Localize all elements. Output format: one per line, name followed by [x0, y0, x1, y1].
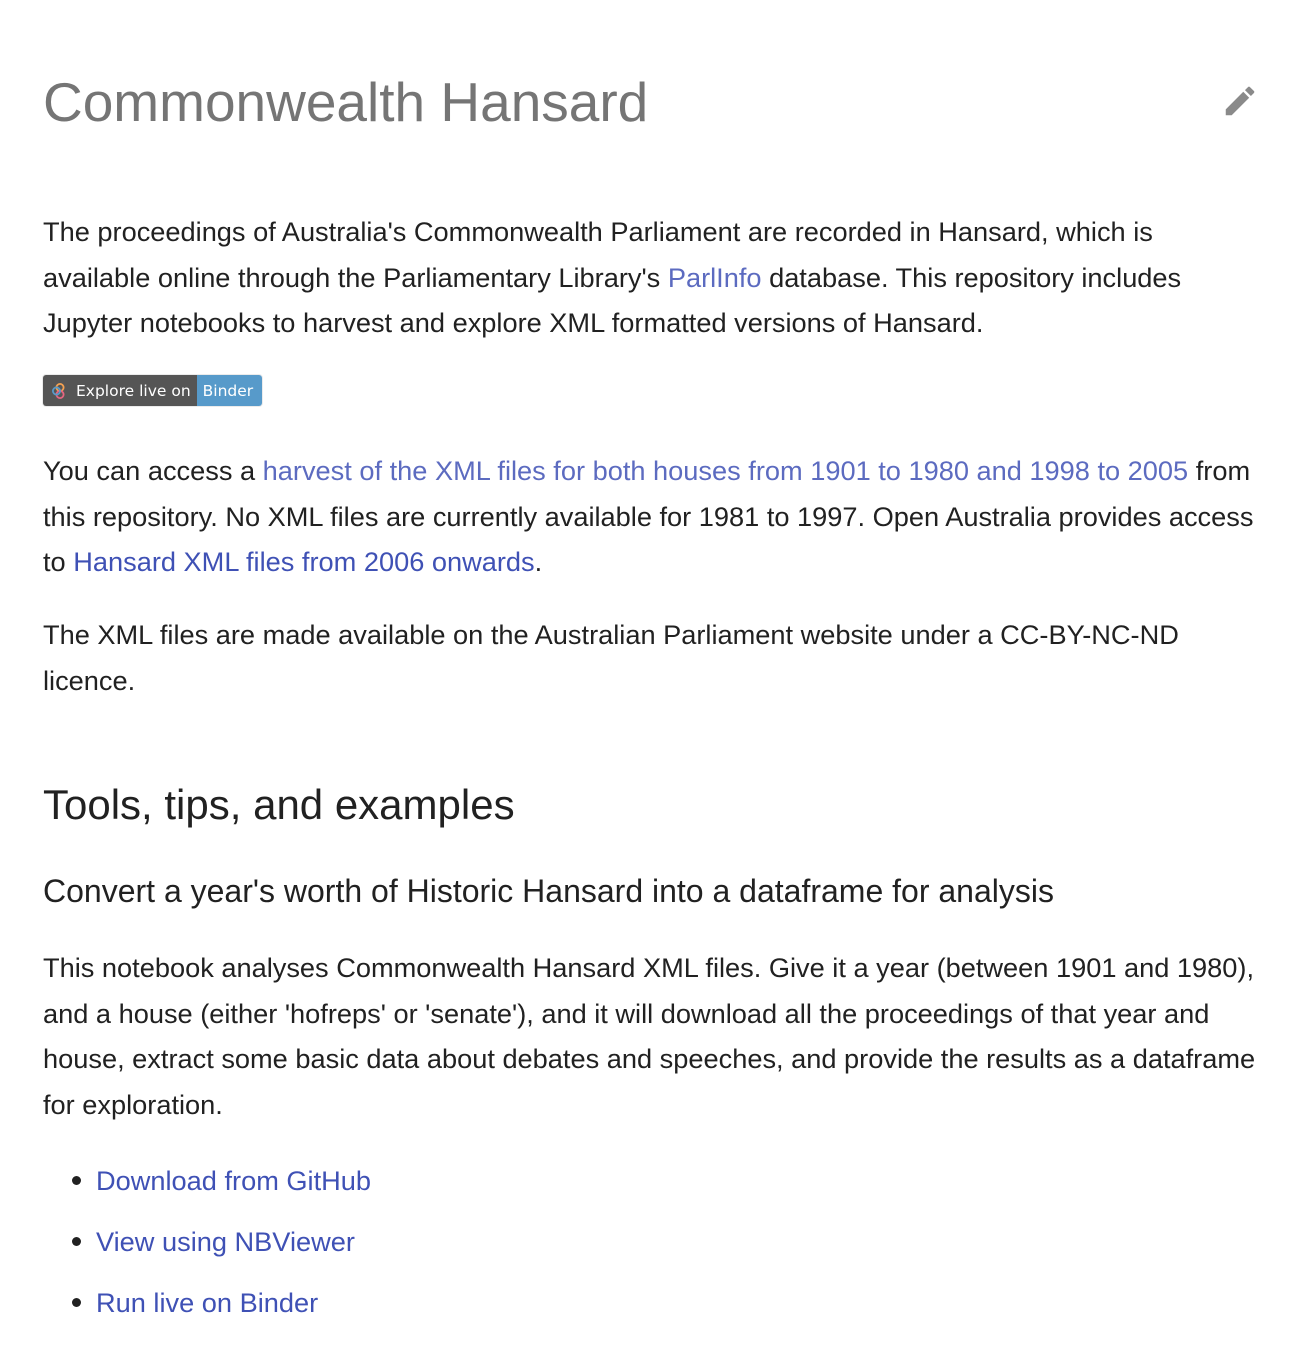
run-binder-link[interactable]: Run live on Binder	[96, 1287, 319, 1318]
access-paragraph	[43, 448, 1259, 585]
licence-paragraph: The XML files are made available on the Australian Parliament website under a CC-BY-NC-ND licence.	[43, 619, 1179, 696]
pencil-icon	[1221, 82, 1259, 120]
openaustralia-link[interactable]: Hansard XML files from 2006 onwards	[73, 546, 535, 577]
bullet	[72, 1237, 81, 1246]
harvest-link[interactable]: harvest of the XML files for both houses from 1901 to 1980 and 1998 to 2005	[262, 455, 1189, 486]
nbviewer-link[interactable]: View using NBViewer	[96, 1226, 355, 1257]
binder-badge[interactable]	[43, 375, 262, 406]
notebook-links-list	[43, 1150, 371, 1333]
list-item	[96, 1272, 371, 1333]
badge-left	[43, 375, 197, 406]
access-text-middle: from this repository. No XML files are currently available for 1981 to 1997. Open Australia provides access to	[43, 455, 1254, 577]
intro-paragraph	[43, 209, 1259, 346]
intro-text-end: database. This repository includes Jupyter notebooks to harvest and explore XML formatted versions of Hansard.	[43, 261, 1182, 338]
binder-logo-icon	[51, 382, 69, 400]
edit-button[interactable]	[1221, 82, 1259, 120]
section-heading: Tools, tips, and examples	[43, 781, 515, 828]
bullet	[72, 1298, 81, 1307]
page-title: Commonwealth Hansard	[43, 71, 649, 133]
parlinfo-link[interactable]: ParlInfo	[667, 261, 762, 293]
notebook-description: This notebook analyses Commonwealth Hansard XML files. Give it a year (between 1901 and 1980), and a house (either 'hofreps' or 'senate'), and it will download all the proceedings of that year and house, extract some basic data about debates and speeches, and provide the results as a dataframe for exploration.	[43, 952, 1256, 1120]
access-text-start: You can access a	[43, 455, 263, 486]
bullet	[72, 1176, 81, 1185]
badge-right-label: Binder	[202, 381, 254, 400]
title-row	[43, 0, 1259, 160]
list-item	[96, 1211, 371, 1272]
badge-right	[197, 375, 263, 406]
page-content	[43, 0, 1259, 1318]
notebook-heading: Convert a year's worth of Historic Hansard into a dataframe for analysis	[43, 873, 1054, 909]
badge-left-label: Explore live on	[76, 381, 191, 400]
download-github-link[interactable]: Download from GitHub	[96, 1165, 372, 1196]
access-text-end: .	[534, 546, 543, 577]
list-item	[96, 1150, 371, 1211]
intro-text-start: The proceedings of Australia's Commonwealth Parliament are recorded in Hansard, which is available online through the Parliamentary Library's	[43, 216, 1153, 293]
